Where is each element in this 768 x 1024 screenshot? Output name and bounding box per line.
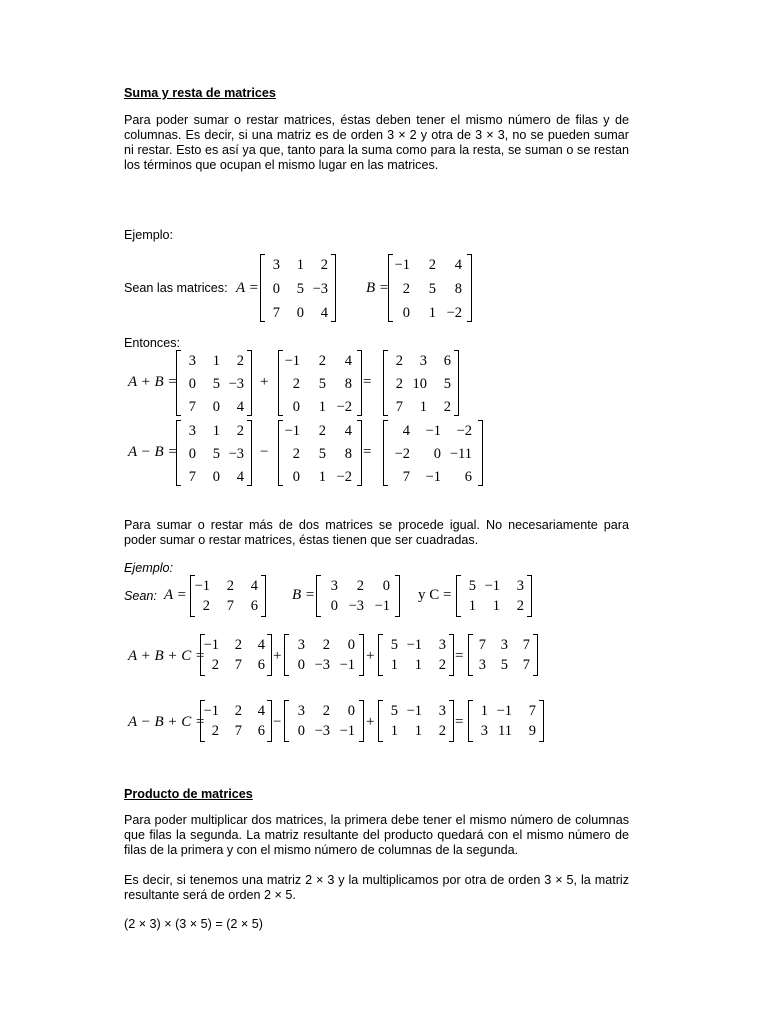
matrix-cell: 2	[292, 376, 300, 392]
matrix-cell: 7	[188, 469, 196, 485]
matrix-b2	[316, 575, 400, 617]
matrix-cell: −1	[374, 598, 390, 614]
sum3-result-matrix	[468, 634, 538, 676]
matrix-cell: 0	[188, 376, 196, 392]
matrix-cell: 0	[292, 399, 300, 415]
matrix-cell: −3	[348, 598, 364, 614]
matrix-cell: 4	[250, 578, 258, 594]
matrix-cell: 8	[344, 376, 352, 392]
matrix-cell: −3	[228, 376, 244, 392]
matrix-cell: 0	[272, 281, 280, 297]
right-bracket	[267, 700, 272, 742]
right-bracket	[527, 575, 532, 617]
matrix-cell: 6	[250, 598, 258, 614]
matrix-cell: 1	[318, 399, 326, 415]
sum3-label: A + B + C =	[128, 648, 206, 664]
matrix-cell: −1	[339, 723, 355, 739]
matrix-cell: 0	[382, 578, 390, 594]
matrix-cell: 8	[344, 446, 352, 462]
matrix-c2-label: y C =	[418, 587, 452, 603]
matrix-b-label: B =	[366, 280, 390, 296]
matrix-cell: 3	[188, 353, 196, 369]
matrix-cell: 1	[318, 469, 326, 485]
matrix-cell: 2	[236, 423, 244, 439]
sum3-matrix-b	[284, 634, 364, 676]
matrix-cell: 4	[236, 469, 244, 485]
matrix-cell: 6	[443, 353, 451, 369]
matrix-cell: 0	[347, 637, 355, 653]
matrix-cell: −3	[228, 446, 244, 462]
matrix-cell: 4	[236, 399, 244, 415]
matrix-cell: 3	[419, 353, 427, 369]
right-bracket	[359, 700, 364, 742]
matrix-cell: −1	[284, 423, 300, 439]
matrix-cell: 5	[428, 281, 436, 297]
matrix-cell: 3	[438, 637, 446, 653]
paragraph-producto-1: Para poder multiplicar dos matrices, la primera debe tener el mismo número de columnas que filas la segunda. La matriz resultante del producto quedará con el mismo número de filas de la primera y con el mismo número de columnas de la segunda.	[124, 813, 629, 857]
right-bracket	[247, 420, 252, 486]
matrix-cell: 2	[211, 657, 219, 673]
sean-las-matrices-label: Sean las matrices:	[124, 281, 228, 295]
right-bracket	[359, 634, 364, 676]
matrix-cell: 4	[344, 423, 352, 439]
matrix-cell: −1	[284, 353, 300, 369]
matrix-cell: 0	[296, 305, 304, 321]
product-order-formula: (2 × 3) × (3 × 5) = (2 × 5)	[124, 917, 263, 931]
matrix-cell: 2	[320, 257, 328, 273]
diff-label: A − B =	[128, 444, 178, 460]
right-bracket	[467, 254, 472, 322]
matrix-cell: 5	[318, 446, 326, 462]
matrix-cell: 2	[211, 723, 219, 739]
matrix-cell: −1	[339, 657, 355, 673]
matrix-a	[260, 254, 336, 322]
matrix-cell: −3	[314, 723, 330, 739]
example-label-1: Ejemplo:	[124, 228, 173, 242]
equals-sign: =	[455, 648, 464, 664]
matrix-a2-label: A =	[164, 587, 187, 603]
matrix-cell: 2	[234, 703, 242, 719]
matrix-cell: 9	[528, 723, 536, 739]
matrix-cell: 5	[212, 376, 220, 392]
matrix-cell: 6	[257, 723, 265, 739]
matrix-cell: 0	[188, 446, 196, 462]
plus-sign: +	[366, 714, 375, 730]
matrix-cell: 1	[414, 657, 422, 673]
matrix-cell: 5	[212, 446, 220, 462]
equals-sign: =	[363, 444, 372, 460]
matrix-cell: 11	[498, 723, 512, 739]
matrix-b2-label: B =	[292, 587, 316, 603]
matrix-cell: 3	[297, 637, 305, 653]
matrix-cell: 10	[412, 376, 427, 392]
right-bracket	[331, 254, 336, 322]
plus-sign: +	[366, 648, 375, 664]
matrix-cell: −2	[456, 423, 472, 439]
matrix-cell: 4	[257, 703, 265, 719]
right-bracket	[357, 350, 362, 416]
matrix-a2	[190, 575, 266, 617]
matrix-cell: 4	[320, 305, 328, 321]
matrix-cell: 1	[492, 598, 500, 614]
matrix-cell: −1	[425, 469, 441, 485]
sum3-matrix-c	[378, 634, 454, 676]
matrix-cell: 7	[234, 657, 242, 673]
matrix-cell: 2	[438, 657, 446, 673]
matrix-cell: −1	[496, 703, 512, 719]
sum3-matrix-a	[200, 634, 272, 676]
right-bracket	[539, 700, 544, 742]
section-title-suma-resta: Suma y resta de matrices	[124, 86, 276, 100]
matrix-cell: 1	[468, 598, 476, 614]
matrix-cell: 1	[419, 399, 427, 415]
sum-label: A + B =	[128, 374, 178, 390]
matrix-cell: 7	[188, 399, 196, 415]
matrix-cell: 7	[478, 637, 486, 653]
matrix-cell: 2	[292, 446, 300, 462]
matrix-cell: 0	[297, 723, 305, 739]
matrix-cell: 2	[438, 723, 446, 739]
sum-result-matrix	[383, 350, 459, 416]
matrix-cell: −1	[203, 703, 219, 719]
matrix-cell: 5	[296, 281, 304, 297]
right-bracket	[357, 420, 362, 486]
matrix-cell: 2	[226, 578, 234, 594]
matrix-cell: 4	[257, 637, 265, 653]
matrix-cell: −3	[314, 657, 330, 673]
right-bracket	[478, 420, 483, 486]
paragraph-mas-matrices: Para sumar o restar más de dos matrices se procede igual. No necesariamente para poder sumar o restar matrices, éstas tienen que ser cuadradas.	[124, 518, 629, 547]
matrix-cell: 1	[480, 703, 488, 719]
matrix-cell: −1	[194, 578, 210, 594]
matrix-cell: −1	[425, 423, 441, 439]
right-bracket	[247, 350, 252, 416]
section-title-producto: Producto de matrices	[124, 787, 253, 801]
matrix-cell: 4	[402, 423, 410, 439]
matrix-cell: 3	[272, 257, 280, 273]
matrix-cell: 0	[433, 446, 441, 462]
matrix-cell: 7	[395, 399, 403, 415]
matrix-cell: 2	[395, 353, 403, 369]
matrix-cell: 0	[292, 469, 300, 485]
matrix-cell: 7	[226, 598, 234, 614]
matrix-cell: −11	[449, 446, 472, 462]
matrix-cell: 1	[390, 657, 398, 673]
mixed-result-matrix	[468, 700, 544, 742]
matrix-cell: 0	[297, 657, 305, 673]
matrix-cell: 2	[236, 353, 244, 369]
matrix-cell: 1	[212, 353, 220, 369]
matrix-cell: 2	[322, 637, 330, 653]
matrix-cell: 0	[347, 703, 355, 719]
matrix-cell: −2	[394, 446, 410, 462]
matrix-cell: 2	[356, 578, 364, 594]
matrix-cell: 1	[428, 305, 436, 321]
equals-sign: =	[363, 374, 372, 390]
matrix-cell: 2	[395, 376, 403, 392]
right-bracket	[533, 634, 538, 676]
matrix-b	[388, 254, 472, 322]
matrix-cell: 3	[297, 703, 305, 719]
matrix-cell: 7	[522, 657, 530, 673]
matrix-c2	[456, 575, 532, 617]
sean-label: Sean:	[124, 589, 157, 603]
matrix-cell: −1	[203, 637, 219, 653]
matrix-cell: 1	[296, 257, 304, 273]
right-bracket	[454, 350, 459, 416]
matrix-cell: −1	[406, 637, 422, 653]
right-bracket	[267, 634, 272, 676]
matrix-cell: 2	[428, 257, 436, 273]
right-bracket	[449, 700, 454, 742]
diff-matrix-b	[278, 420, 362, 486]
entonces-label: Entonces:	[124, 336, 181, 350]
equals-sign: =	[455, 714, 464, 730]
example-label-2: Ejemplo:	[124, 561, 173, 575]
matrix-cell: 6	[257, 657, 265, 673]
matrix-cell: 4	[344, 353, 352, 369]
matrix-cell: 7	[522, 637, 530, 653]
matrix-cell: 8	[454, 281, 462, 297]
matrix-cell: 1	[390, 723, 398, 739]
diff-result-matrix	[383, 420, 483, 486]
matrix-cell: 0	[402, 305, 410, 321]
matrix-cell: −1	[394, 257, 410, 273]
matrix-cell: 6	[464, 469, 472, 485]
matrix-a-label: A =	[236, 280, 259, 296]
matrix-cell: −1	[406, 703, 422, 719]
matrix-cell: 3	[438, 703, 446, 719]
matrix-cell: −2	[446, 305, 462, 321]
matrix-cell: 3	[330, 578, 338, 594]
matrix-cell: 7	[272, 305, 280, 321]
matrix-cell: 2	[516, 598, 524, 614]
right-bracket	[395, 575, 400, 617]
right-bracket	[261, 575, 266, 617]
matrix-cell: 3	[516, 578, 524, 594]
mixed-label: A − B + C =	[128, 714, 206, 730]
matrix-cell: −2	[336, 469, 352, 485]
matrix-cell: 3	[188, 423, 196, 439]
matrix-cell: 0	[212, 399, 220, 415]
matrix-cell: −1	[484, 578, 500, 594]
matrix-cell: 7	[234, 723, 242, 739]
matrix-cell: 1	[414, 723, 422, 739]
matrix-cell: 3	[478, 657, 486, 673]
matrix-cell: 5	[500, 657, 508, 673]
matrix-cell: 2	[318, 423, 326, 439]
matrix-cell: 5	[318, 376, 326, 392]
matrix-cell: 2	[234, 637, 242, 653]
plus-sign: +	[260, 374, 269, 390]
mixed-matrix-c	[378, 700, 454, 742]
matrix-cell: −3	[312, 281, 328, 297]
matrix-cell: 1	[212, 423, 220, 439]
matrix-cell: 0	[212, 469, 220, 485]
sum-matrix-a	[176, 350, 252, 416]
matrix-cell: 2	[318, 353, 326, 369]
sum-matrix-b	[278, 350, 362, 416]
matrix-cell: 2	[202, 598, 210, 614]
paragraph-suma-resta: Para poder sumar o restar matrices, éstas deben tener el mismo número de filas y de columnas. Es decir, si una matriz es de orden 3 × 2 y otra de 3 × 3, no se pueden sumar ni restar. Esto es así ya que, tanto para la suma como para la resta, se suman o se restan los términos que ocupan el mismo lugar en las matrices.	[124, 113, 629, 172]
diff-matrix-a	[176, 420, 252, 486]
matrix-cell: 2	[322, 703, 330, 719]
right-bracket	[449, 634, 454, 676]
plus-sign: +	[273, 648, 282, 664]
matrix-cell: 7	[402, 469, 410, 485]
paragraph-producto-2: Es decir, si tenemos una matriz 2 × 3 y la multiplicamos por otra de orden 3 × 5, la matriz resultante será de orden 2 × 5.	[124, 873, 629, 902]
matrix-cell: 5	[390, 703, 398, 719]
matrix-cell: 2	[402, 281, 410, 297]
matrix-cell: 3	[480, 723, 488, 739]
mixed-matrix-a	[200, 700, 272, 742]
matrix-cell: 0	[330, 598, 338, 614]
minus-sign: −	[260, 444, 269, 460]
matrix-cell: 5	[390, 637, 398, 653]
matrix-cell: 5	[468, 578, 476, 594]
matrix-cell: 2	[443, 399, 451, 415]
matrix-cell: 4	[454, 257, 462, 273]
matrix-cell: 5	[443, 376, 451, 392]
matrix-cell: −2	[336, 399, 352, 415]
matrix-cell: 7	[528, 703, 536, 719]
mixed-matrix-b	[284, 700, 364, 742]
minus-sign: −	[273, 714, 282, 730]
matrix-cell: 3	[500, 637, 508, 653]
